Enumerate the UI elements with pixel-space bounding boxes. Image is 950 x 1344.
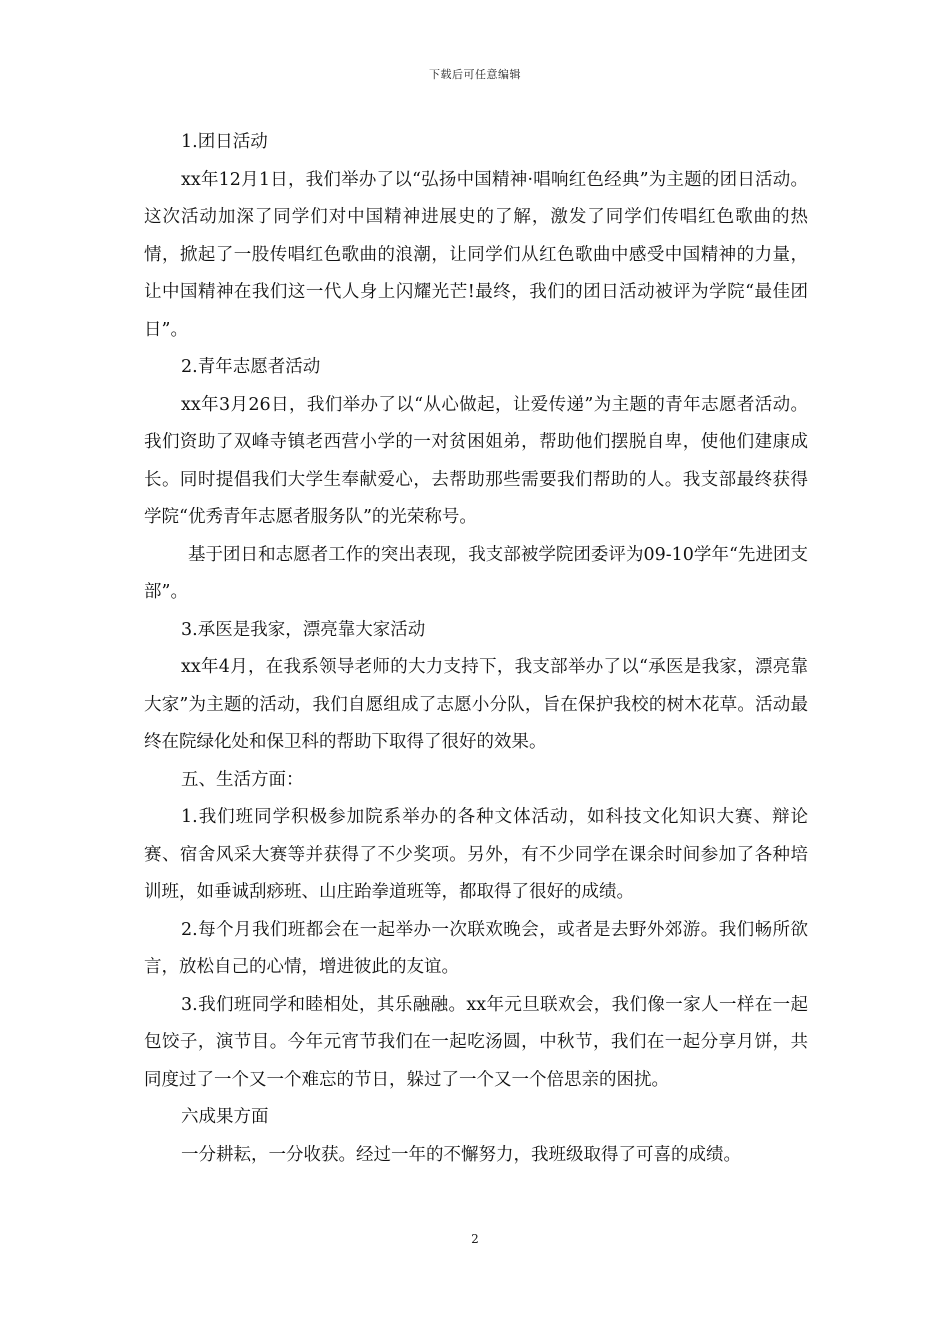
paragraph-advanced-branch: 基于团日和志愿者工作的突出表现，我支部被学院团委评为09-10学年“先进团支部”。 [144,544,808,602]
paragraph-campus-activity: xx年4月，在我系领导老师的大力支持下，我支部举办了以“承医是我家，漂亮靠大家”为主题的活动，我们自愿组成了志愿小分队，旨在保护我校的树木花草。活动最终在院绿化处和保卫科的帮助下取得了很好的效果。 [144,657,808,752]
paragraph-volunteer: xx年3月26日，我们举办了以“从心做起，让爱传递”为主题的青年志愿者活动。我们资助了双峰寺镇老西营小学的一对贫困姐弟，帮助他们摆脱自卑，使他们建康成长。同时提倡我们大学生奉献爱心，去帮助那些需要我们帮助的人。我支部最终获得学院“优秀青年志愿者服务队”的光荣称号。 [144,394,808,527]
paragraph-life-1: 1.我们班同学积极参加院系举办的各种文体活动，如科技文化知识大赛、辩论赛、宿舍风采大赛等并获得了不少奖项。另外，有不少同学在课余时间参加了各种培训班，如垂诚刮痧班、山庄跆拳道班等，都取得了很好的成绩。 [144,807,808,902]
page-header: 下载后可任意编辑 [429,68,521,81]
paragraph-results: 一分耕耘，一分收获。经过一年的不懈努力，我班级取得了可喜的成绩。 [181,1144,741,1165]
document-body [144,124,808,1174]
paragraph-life-2: 2.每个月我们班都会在一起举办一次联欢晚会，或者是去野外郊游。我们畅所欲言，放松自己的心情，增进彼此的友谊。 [144,919,808,977]
heading-volunteer: 2.青年志愿者活动 [181,357,321,377]
paragraph-life-3: 3.我们班同学和睦相处，其乐融融。xx年元旦联欢会，我们像一家人一样在一起包饺子，演节目。今年元宵节我们在一起吃汤圆，中秋节，我们在一起分享月饼，共同度过了一个又一个难忘的节日，躲过了一个又一个倍思亲的困扰。 [144,994,808,1090]
heading-league-day: 1.团日活动 [181,132,268,152]
paragraph-league-day: xx年12月1日，我们举办了以“弘扬中国精神·唱响红色经典”为主题的团日活动。这次活动加深了同学们对中国精神进展史的了解，激发了同学们传唱红色歌曲的热情，掀起了一股传唱红色歌曲的浪潮，让同学们从红色歌曲中感受中国精神的力量，让中国精神在我们这一代人身上闪耀光芒!最终，我们的团日活动被评为学院“最佳团日”。 [144,169,808,340]
heading-life: 五、生活方面： [181,769,304,790]
heading-campus-activity: 3.承医是我家，漂亮靠大家活动 [181,619,426,640]
page-number: 2 [471,1232,479,1246]
heading-results: 六成果方面 [181,1107,269,1127]
